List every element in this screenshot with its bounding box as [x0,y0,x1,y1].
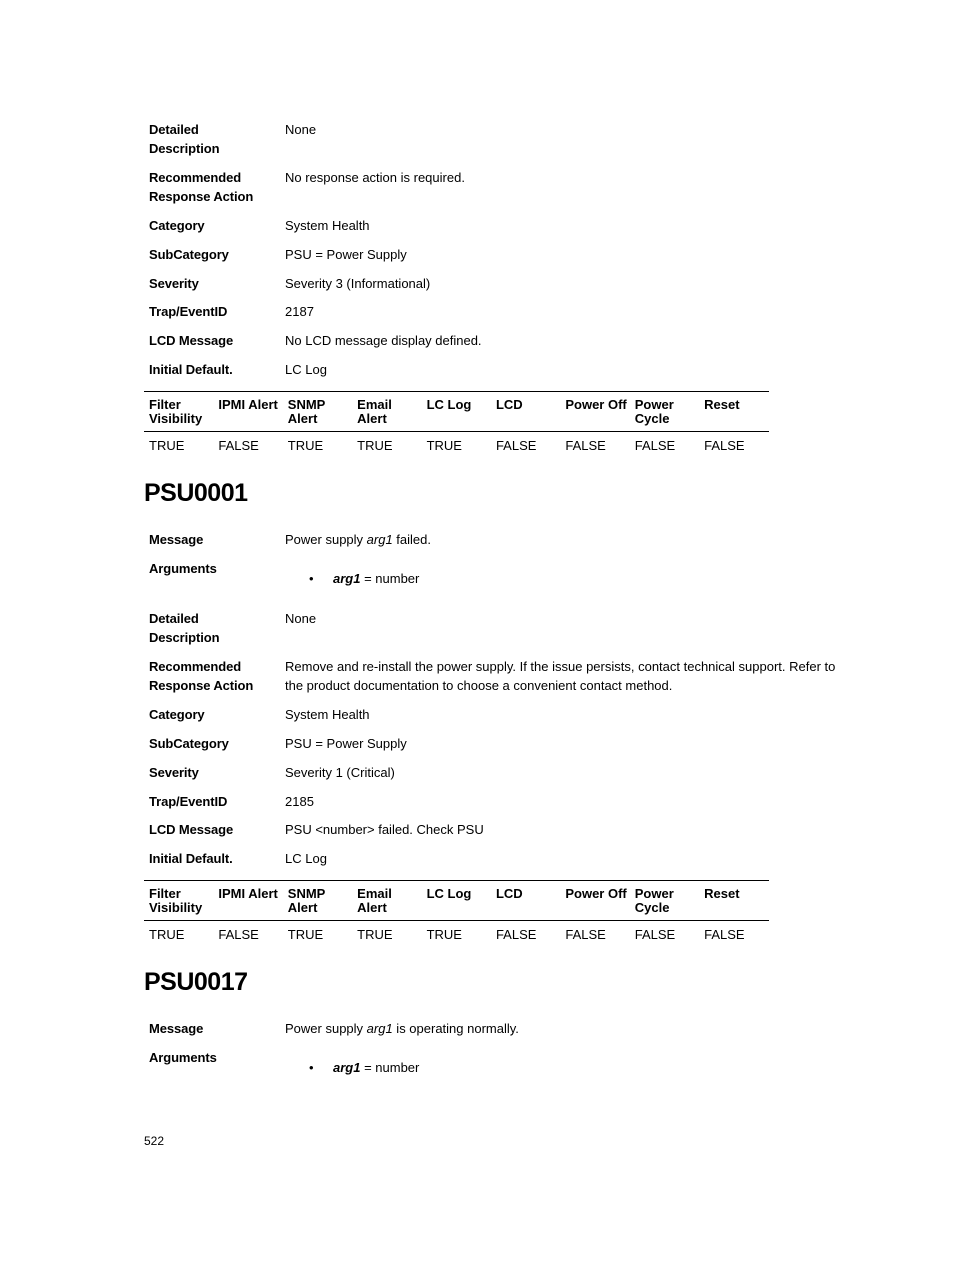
kv-value: No response action is required. [285,170,465,185]
table-header-cell: Power Cycle [634,397,674,426]
message-value: Power supply arg1 failed. [285,532,431,547]
kv-value: None [285,611,317,626]
arguments-row [149,559,839,578]
table-cell: TRUE [357,438,393,453]
kv-value: 2187 [285,304,314,319]
kv-label: Category [149,707,205,722]
table-cell: FALSE [565,927,606,942]
table-header-cell: IPMI Alert [218,886,278,901]
kv-row [149,792,839,811]
section-title-psu0017: PSU0017 [144,968,248,996]
table-cell: TRUE [149,438,185,453]
message-label: Message [149,532,204,547]
table-cell: TRUE [357,927,393,942]
kv-row [149,245,839,264]
kv-label: LCD Message [149,822,234,837]
table-data-row [144,432,769,460]
message-row [149,1019,839,1038]
kv-label: Detailed Description [149,122,220,156]
table-cell: TRUE [426,438,462,453]
table-header-cell: LC Log [426,886,472,901]
table-cell: TRUE [149,927,185,942]
message-label: Message [149,1021,204,1036]
table-header-cell: Power Off [565,886,627,901]
table-cell: FALSE [634,438,676,453]
filter-table-1 [144,391,769,460]
kv-row [149,274,839,293]
kv-label: Detailed Description [149,611,220,645]
table-cell: FALSE [218,927,259,942]
kv-value: PSU = Power Supply [285,736,407,751]
kv-label: Severity [149,276,199,291]
kv-row [149,302,839,321]
kv-value: System Health [285,707,370,722]
table-cell: FALSE [218,438,259,453]
argument-item: • arg1 = number [309,571,420,586]
kv-value: Remove and re-install the power supply. If the issue persists, contact technical support. Refer to the product documentation to choose a convenient contact method. [285,659,836,693]
arguments-label: Arguments [149,1050,217,1065]
kv-label: SubCategory [149,247,229,262]
kv-row [149,216,839,235]
table-cell: TRUE [287,927,324,942]
table-data-row [144,921,769,949]
kv-row [149,168,839,206]
table-header-cell: Power Off [565,397,627,412]
kv-label: SubCategory [149,736,229,751]
table-cell: TRUE [287,438,324,453]
filter-table-2 [144,880,769,949]
table-header-cell: SNMP Alert [287,397,326,426]
kv-value: No LCD message display defined. [285,333,482,348]
kv-row [149,849,839,868]
kv-label: Trap/EventID [149,794,228,809]
table-header-cell: Email Alert [357,397,392,426]
kv-label: Recommended Response Action [149,659,254,693]
kv-label: Severity [149,765,199,780]
section-title-psu0001: PSU0001 [144,479,248,507]
table-header-cell: SNMP Alert [287,886,326,915]
table-cell: TRUE [426,927,462,942]
table-header-cell: Filter Visibility [149,397,203,426]
table-header-cell: Reset [704,886,740,901]
table-header-cell: LC Log [426,397,472,412]
kv-value: Severity 3 (Informational) [285,276,431,291]
table-header-cell: IPMI Alert [218,397,278,412]
table-cell: FALSE [565,438,606,453]
table-header-row [144,391,769,432]
arguments-row [149,1048,839,1067]
kv-value: PSU <number> failed. Check PSU [285,822,484,837]
kv-row [149,705,839,724]
kv-label: Category [149,218,205,233]
kv-row [149,120,839,158]
table-header-cell: Power Cycle [634,886,674,915]
bullet-icon: • [309,1060,314,1075]
kv-label: Trap/EventID [149,304,228,319]
table-cell: FALSE [495,438,537,453]
table-cell: FALSE [495,927,537,942]
kv-label: Recommended Response Action [149,170,254,204]
table-cell: FALSE [634,927,676,942]
table-header-cell: Filter Visibility [149,886,203,915]
kv-value: None [285,122,317,137]
message-row [149,530,839,549]
table-cell: FALSE [704,927,745,942]
kv-label: Initial Default. [149,851,233,866]
arguments-label: Arguments [149,561,217,576]
kv-value: System Health [285,218,370,233]
table-cell: FALSE [704,438,745,453]
kv-value: Severity 1 (Critical) [285,765,395,780]
kv-value: 2185 [285,794,314,809]
kv-value: LC Log [285,851,327,866]
table-header-cell: Reset [704,397,740,412]
kv-row [149,360,839,379]
kv-label: Initial Default. [149,362,233,377]
table-header-row [144,880,769,921]
kv-row [149,331,839,350]
kv-row [149,763,839,782]
kv-label: LCD Message [149,333,234,348]
message-value: Power supply arg1 is operating normally. [285,1021,519,1036]
kv-row [149,820,839,839]
kv-row [149,734,839,753]
kv-value: PSU = Power Supply [285,247,407,262]
table-header-cell: LCD [495,397,523,412]
table-header-cell: LCD [495,886,523,901]
kv-value: LC Log [285,362,327,377]
bullet-icon: • [309,571,314,586]
argument-item: • arg1 = number [309,1060,420,1075]
kv-row [149,609,839,647]
kv-row [149,657,839,695]
page-number: 522 [144,1134,165,1148]
table-header-cell: Email Alert [357,886,392,915]
